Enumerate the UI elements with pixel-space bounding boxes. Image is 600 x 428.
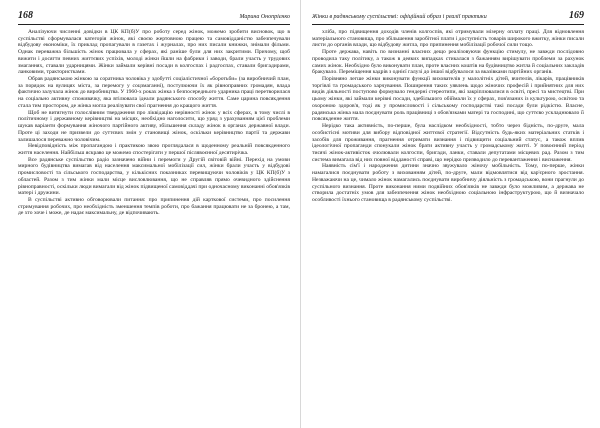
left-running-head [18, 10, 290, 25]
right-page [300, 0, 600, 428]
paragraph: Нерідко така активність, по-перше, була наслідком необхідності, тобто через бідність, по-друге, мала особистісні мотиви для вибору відповідної життєвої стратегії. Відсутність будь-яких матеріальних статків і засобів для проживання, прагнення отримати визнання і підвищити соціальний статус, а також вплив ідеологічної пропаганди спонукали жінок брати активну участь у громадському житті. У повоєнний період тисячі жінок-активісток очолювали колгоспи, бригади, ланки, ставали депутатами місцевих рад. Разом з тим система вимагала від них повної відданості справі, що нерідко призводило до перевантаження і виснаження. [312, 123, 584, 163]
paragraph: Наявність сім'ї і народження дитини значно звужувало жіночу мобільність. Тому, по-перше, жінки намагалися поєднувати роботу з вихованням дітей, по-друге, мали відмовлятися від кар'єрного зростання. Незважаючи на це, чимало жінок намагались поєднувати виробничу діяльність з громадською, вони прагнули до суспільного визнання. Проте виконання ними подвійних обов'язків не завжди було можливим, а держава не створила достатніх умов для забезпечення жінок необхідною соціальною інфраструктурою, що й визначало особливості їхнього становища в радянському суспільстві. [312, 163, 584, 203]
paragraph: Все радянське суспільство радіо зазначено війни і перемоги у Другій світовій війні. Перехід на умови мирного будівництва вимагав від населення максимальної мобілізації сил, жінки брали участь у відбудові промисловості та сільського господарства, у кількісних показниках перевищуючи чоловіків у ЦК КП(б)У з областей. Разом з тим жінки мали місце висловлювання, що не справляв прямо очевидного здійснення рівноправності, оскільки люди вимагали від жінок підвищеної самовіддачі при одночасному виконанні обов'язків матері і дружини. [18, 156, 290, 197]
left-body-text [18, 29, 290, 217]
paragraph: Аналізуючи численні довідки в ЦК КП(б)У про роботу серед жінок, можемо зробити висновок, що в суспільстві сформувалася категорія жінок, які своєю жертовною працею та самовідданістю забезпечували відбудову економіки, їх приклад пропагували в газетах і журналах, про них писали книжки, знімали фільми. Однак переважна більшість жінок працювала у сферах, які раніше були для них закритими. Причому, щоб вижити і досягти певних життєвих успіхів, молоді жінки йшли на фабрики і заводи, брали участь у трудових змаганнях, ставали ударницями. Жінки займали керівні посади в колгоспах і радгоспах, ставали бригадирами, ланковими, трактористками. [18, 29, 290, 76]
left-running-title: Марина Онопрієнко [239, 14, 290, 20]
paragraph: Порівняно легше жінки виконувати функції вихователів у малолітніх дітей, вчителів, лікарів, працівників торгівлі та громадського харчування. Поширення таких уявлень щодо жіночих професій і прийнятних для них видів діяльності поступово формувало гендерні стереотипи, які закріплювалися в освіті, пресі та мистецтві. При цьому жінки, які займали керівні посади, здебільшого обіймали їх у сферах, пов'язаних із культурою, освітою та охороною здоров'я, тоді як у промисловості і сільському господарстві такі посади були рідкістю. Власне, радянська жінка мала поєднувати роль працівниці з обов'язками матері та господині, що суттєво ускладнювало її повсякденне життя. [312, 76, 584, 123]
paragraph: Проте держава, навіть по визнанні власних дещо реалізовуючи функцію стимулу, не завжди послідовно проводила таку політику, а також в деяких випадках стикалася з бажанням вирішувати проблеми за рахунок самих жінок. Необхідно було виконувати план, проте власних коштів на будівництво житла й соціальних закладів бракувало. Переміщення кадрів з однієї галузі до іншої відбувалося за вказівками партійних органів. [312, 49, 584, 76]
right-running-title: Жінки в радянському суспільстві: офіційний образ і реалії практики [312, 14, 487, 20]
paragraph: Обрав радянською жінкою за соратника чоловіка у здобутті соціалістичної «боротьби» (за виробничий план, за порядок на вулицях міста, за перемогу у соцзмаганні), постулюючи їх як рівноправних громадян, влада фактично залучала жінок до виробництва. У 1960-х роках жінка з безпосереднього ударника праці перетворилася на соціально активну споживачку, яка втілювала ідеали радянського способу життя. Саме царина повсякдення стала тим простором, де жінка могла реалізувати свої прагнення до кращого життя. [18, 76, 290, 109]
left-page-number: 168 [18, 10, 33, 21]
paragraph: хліба, про підвищення доходів членів колгоспів, які отримували мізерну оплату праці. Для відновлення матеріального становища, про збільшення заробітної плати і доступність товарів широкого вжитку, жінки писали листи до органів влади, що відбудову житла, про припинення мобілізації робочої сили тощо. [312, 29, 584, 49]
paragraph: Невідповідність між пропагандою і практикою звою проглядалася в щоденному реальній повсякденного життя населення. Найбільш яскраво це можемо спостерігати у першої післявоєнної десятирічка. [18, 143, 290, 156]
right-running-head [312, 10, 584, 25]
right-page-number: 169 [569, 10, 584, 21]
paragraph: В суспільстві активно обговорювали питання: про припинення дій карткової системи, про посилення стримування робочих, про необхідність зменшення темпів роботи, про бажання працювати не за бронею, а там, де хто хоче і може, де надає максимальну, де відпочивають. [18, 196, 290, 217]
right-body-text [312, 29, 584, 204]
paragraph: Щоб не витягнути голослівним твердження про ліквідацію нерівності жінок у всіх сферах, в тому числі в політичному і державному керівництві на місцях, необхідно наголосити, що уряд з урахуванням цієї проблеми шукав варіанти формування жіночого партійного активу, збільшення складу жінок в органах державної влади. Проте ці заходи не призвели до суттєвих змін у становищі жінок, оскільки керівництво партії та держави залишалося переважно чоловічим. [18, 109, 290, 143]
